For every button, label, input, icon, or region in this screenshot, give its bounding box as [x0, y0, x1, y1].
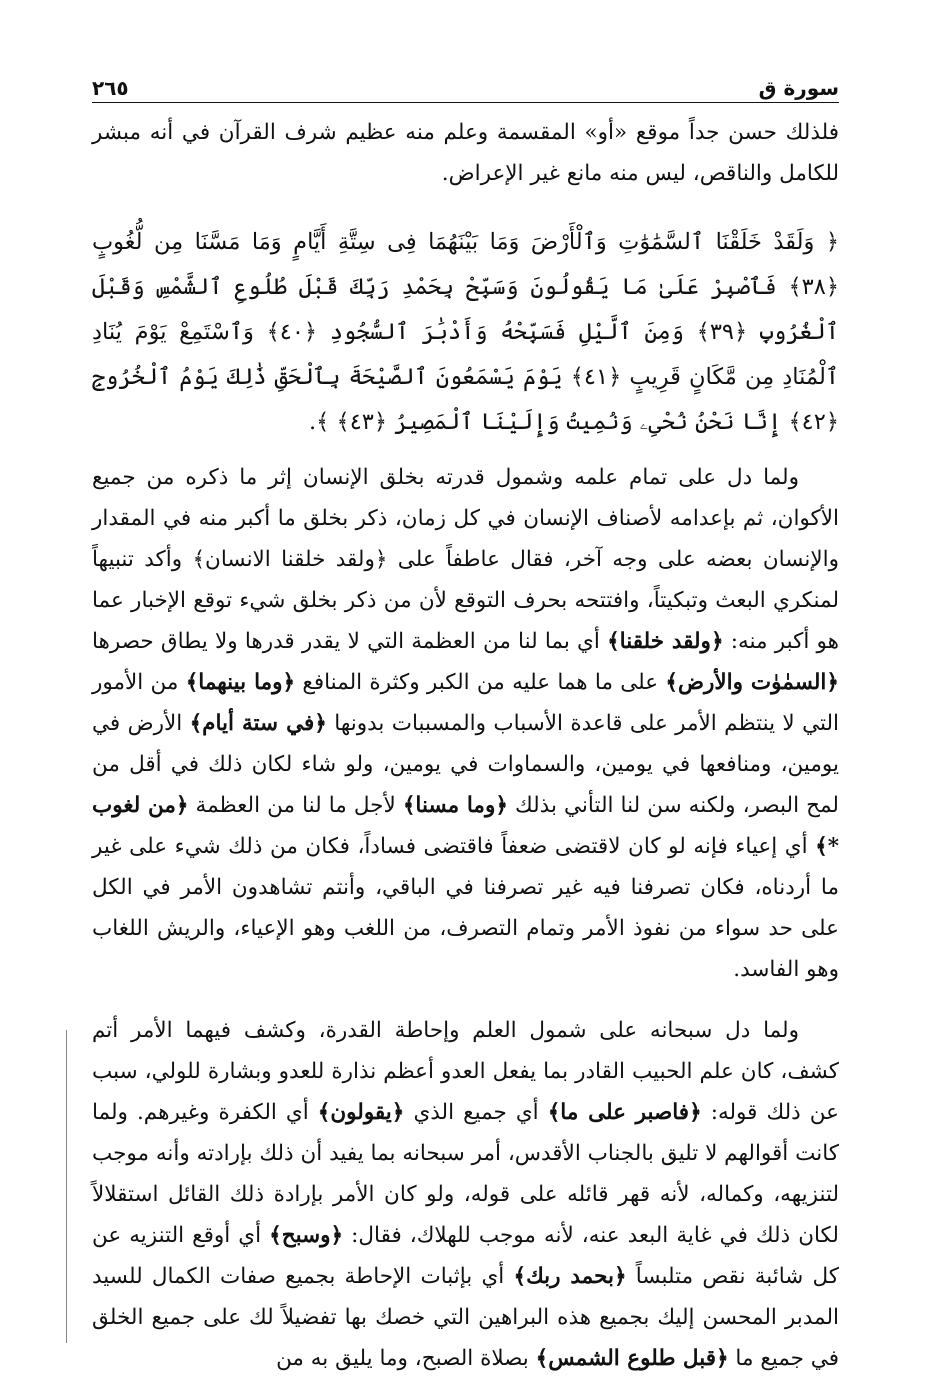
- quoted-phrase: ﴿يقولون﴾: [317, 1100, 405, 1125]
- commentary-text: الأرض في يومين، ومنافعها في يومين، والسماوات في يومين، ولو شاء لكان ذلك في أقل من لمح البصر، ولكنه سن لنا التأني بذلك: [92, 711, 839, 818]
- quoted-phrase: ﴿ولقد خلقنا﴾: [607, 629, 724, 654]
- page-header: [92, 60, 839, 100]
- quoted-phrase: ﴿السمٰوٰت والأرض﴾: [665, 670, 840, 695]
- commentary-text: أي بإثبات الإحاطة بجميع صفات الكمال للسيد المدبر المحسن إليك بجميع هذه البراهين التي خصك بها تفضيلاً لك على جميع الخلق في جميع ما: [92, 1264, 839, 1371]
- commentary-text: أي جميع الذي: [404, 1100, 548, 1125]
- commentary-text: أي إعياء فإنه لو كان لاقتضى ضعفاً فاقتضى فساداً، فكان من ذلك شيء على غير ما أردناه، فكان تصرفنا فيه غير تصرفنا في الباقي، وأنتم تشاهدون الأمر في الكل على حد سواء من نفوذ الأمر وتمام التصرف، من اللغب وهو الإعياء، والريش اللغاب وهو الفاسد.: [92, 834, 839, 982]
- commentary-text: بصلاة الصبح، وما يليق به من: [276, 1346, 536, 1371]
- quoted-phrase: ﴿وسبح﴾: [269, 1223, 344, 1248]
- quoted-phrase: ﴿قبل طلوع الشمس﴾: [535, 1346, 729, 1371]
- commentary-text: على ما هما عليه من الكبر وكثرة المنافع: [295, 670, 666, 695]
- commentary-text: أي بما لنا من العظمة التي لا يقدر قدرها ولا يطاق حصرها: [92, 629, 608, 654]
- quoted-phrase: ﴿فاصبر على ما﴾: [547, 1100, 702, 1125]
- commentary-text: أي الكفرة وغيرهم. ولما كانت أقوالهم لا تليق بالجناب الأقدس، أمر سبحانه بما يفيد أن ذلك بإرادته وأنه موجب لتنزيهه، وكماله، لأنه قهر قائله على قوله، ولو كان الأمر بإرادة ذلك القائل استقلالاً لكان ذلك في غاية البعد عنه، لأنه موجب للهلاك، فقال:: [92, 1100, 839, 1248]
- page-body: [92, 112, 839, 1379]
- quoted-phrase: ﴿وما مسنا﴾: [402, 793, 508, 818]
- commentary-paragraph-2: [92, 1010, 839, 1379]
- surah-title: سورة ق: [758, 76, 839, 100]
- quoted-phrase: ﴿بحمد ربك﴾: [513, 1264, 627, 1289]
- page-number: ٢٦٥: [92, 76, 129, 100]
- quoted-phrase: ﴿من لغوب *﴾: [92, 793, 839, 859]
- intro-paragraph: فلذلك حسن جداً موقع «أو» المقسمة وعلم منه عظيم شرف القرآن في أنه مبشر للكامل والناقص، ليس منه مانع غير الإعراض.: [92, 120, 839, 186]
- commentary-paragraph-1: [92, 457, 839, 990]
- quoted-phrase: ﴿وما بينهما﴾: [185, 670, 296, 695]
- quoted-phrase: ﴿في ستة أيام﴾: [189, 711, 327, 736]
- margin-line: [66, 1030, 67, 1343]
- commentary-text: من الأمور التي لا ينتظم الأمر على قاعدة الأسباب والمسببات بدونها: [92, 670, 840, 736]
- commentary-text: لأجل ما لنا من العظمة: [188, 793, 403, 818]
- quran-verse-block: ﴿ وَلَقَدْ خَلَقْنَا ٱلسَّمَٰوَٰتِ وَٱلْأَرْضَ وَمَا بَيْنَهُمَا فِى سِتَّةِ أَيَّامٍ وَمَا مَسَّنَا مِن لُّغُوبٍ ﴿٣٨﴾ فَٱصْبِرْ عَلَىٰ مَا يَقُولُونَ وَسَبِّحْ بِحَمْدِ رَبِّكَ قَبْلَ طُلُوعِ ٱلشَّمْسِ وَقَبْلَ ٱلْغُرُوبِ ﴿٣٩﴾ وَمِنَ ٱلَّيْلِ فَسَبِّحْهُ وَأَدْبَٰرَ ٱلسُّجُودِ ﴿٤٠﴾ وَٱسْتَمِعْ يَوْمَ يُنَادِ ٱلْمُنَادِ مِن مَّكَانٍ قَرِيبٍ ﴿٤١﴾ يَوْمَ يَسْمَعُونَ ٱلصَّيْحَةَ بِٱلْحَقِّ ذَٰلِكَ يَوْمُ ٱلْخُرُوجِ ﴿٤٢﴾ إِنَّا نَحْنُ نُحْىِۦ وَنُمِيتُ وَإِلَيْنَا ٱلْمَصِيرُ ﴿٤٣﴾ ﴾.: [92, 229, 839, 435]
- commentary-text: ولما دل على تمام علمه وشمول قدرته بخلق الإنسان إثر ما ذكره من جميع الأكوان، ثم بإعدامه لأصناف الإنسان في كل زمان، ذكر بخلق ما أكبر منه في المقدار والإنسان بعضه على وجه آخر، فقال عاطفاً على ﴿ولقد خلقنا الانسان﴾ وأكد تنبيهاً لمنكري البعث وتبكيتاً، وافتتحه بحرف التوقع لأن من ذكر بخلق شيء توقع الإخبار عما هو أكبر منه:: [92, 465, 839, 654]
- commentary-text: أي أوقع التنزيه عن كل شائبة نقص متلبساً: [92, 1223, 839, 1289]
- commentary-text: ولما دل سبحانه على شمول العلم وإحاطة القدرة، وكشف فيهما الأمر أتم كشف، كان علم الحبيب القادر بما يفعل العدو أعظم نذارة للعدو وبشارة للولي، سبب عن ذلك قوله:: [92, 1018, 839, 1125]
- header-divider: [92, 102, 839, 103]
